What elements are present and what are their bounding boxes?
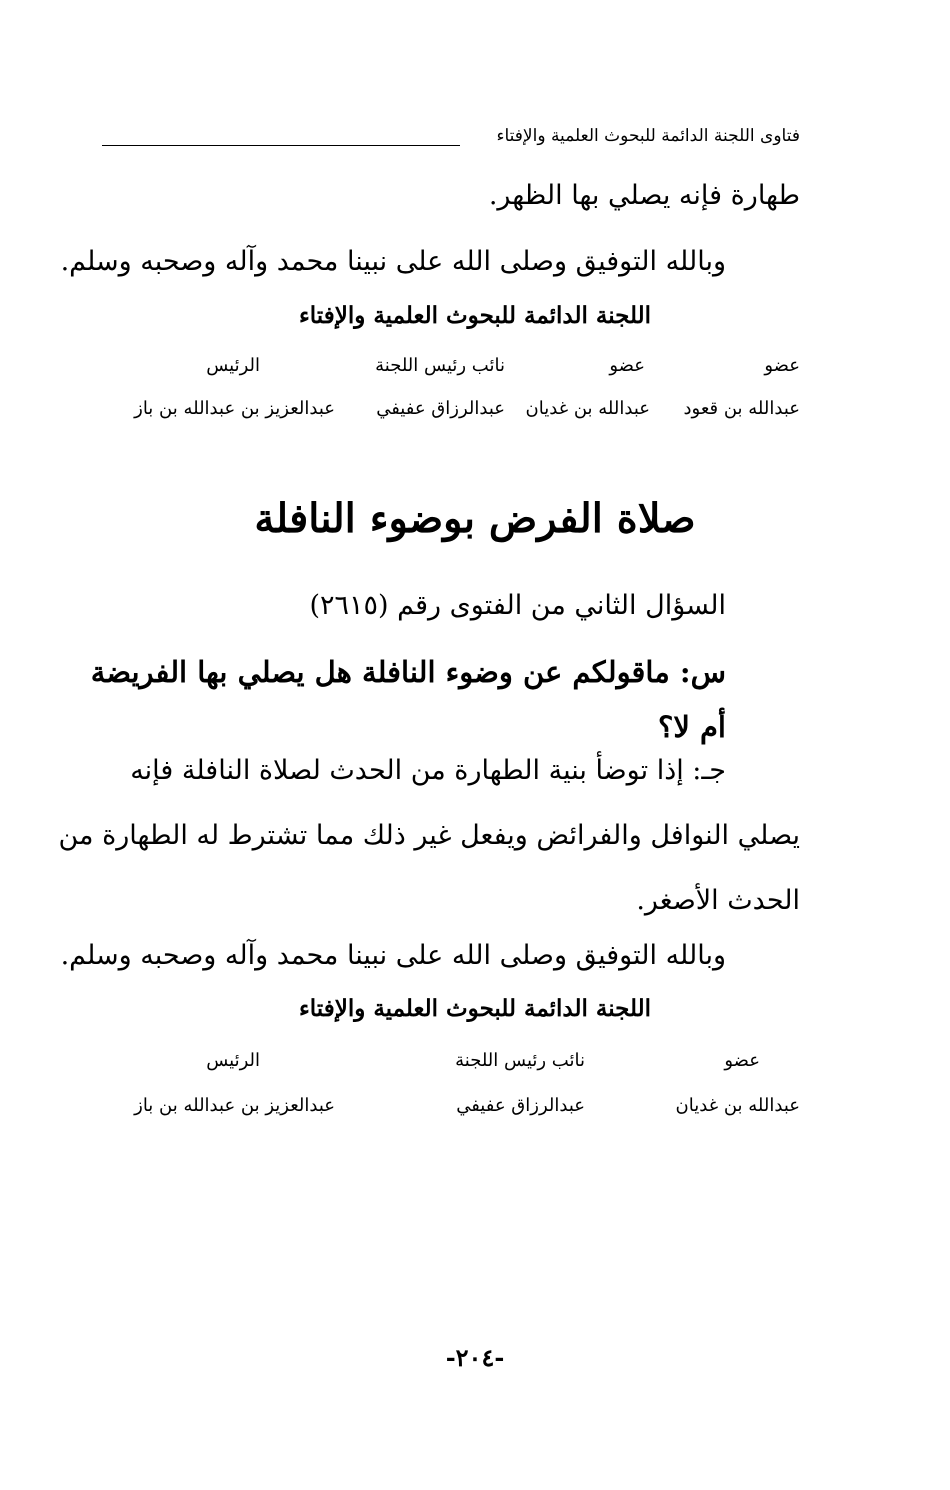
fatwa-reference: السؤال الثاني من الفتوى رقم (٢٦١٥) <box>309 590 726 621</box>
signatory-name: عبدالرزاق عفيفي <box>456 1095 585 1116</box>
signatory-role: عضو <box>609 355 645 376</box>
running-header: فتاوى اللجنة الدائمة للبحوث العلمية والإفتاء <box>496 126 800 146</box>
signatory-name: عبدالعزيز بن عبدالله بن باز <box>134 398 335 419</box>
signatory-name: عبدالرزاق عفيفي <box>376 398 505 419</box>
signatory-role: الرئيس <box>206 355 260 376</box>
signatory-role: عضو <box>724 1050 760 1071</box>
signatory-role: عضو <box>764 355 800 376</box>
signatory-name: عبدالله بن غديان <box>675 1095 800 1116</box>
committee-name: اللجنة الدائمة للبحوث العلمية والإفتاء <box>298 995 652 1022</box>
signatory-name: عبدالله بن قعود <box>683 398 800 419</box>
signatory-role: نائب رئيس اللجنة <box>375 355 505 376</box>
signatory-role: نائب رئيس اللجنة <box>455 1050 585 1071</box>
closing-formula: وبالله التوفيق وصلى الله على نبينا محمد وآله وصحبه وسلم. <box>60 246 726 277</box>
answer-text: يصلي النوافل والفرائض ويفعل غير ذلك مما تشترط له الطهارة من <box>58 820 800 851</box>
answer-text: الحدث الأصغر. <box>636 885 800 916</box>
answer-text: جـ: إذا توضأ بنية الطهارة من الحدث لصلاة النافلة فإنه <box>130 755 726 786</box>
signatory-role: الرئيس <box>206 1050 260 1071</box>
section-title: صلاة الفرض بوضوء النافلة <box>254 495 696 542</box>
signatory-name: عبدالله بن غديان <box>525 398 650 419</box>
question-text: س: ماقولكم عن وضوء النافلة هل يصلي بها الفريضة <box>90 655 726 689</box>
continuation-line: طهارة فإنه يصلي بها الظهر. <box>488 180 800 211</box>
committee-name: اللجنة الدائمة للبحوث العلمية والإفتاء <box>298 302 652 329</box>
question-text: أم لا؟ <box>657 710 726 744</box>
signatory-name: عبدالعزيز بن عبدالله بن باز <box>134 1095 335 1116</box>
header-rule <box>102 145 460 146</box>
closing-formula: وبالله التوفيق وصلى الله على نبينا محمد وآله وصحبه وسلم. <box>60 940 726 971</box>
page-number: -٢٠٤- <box>445 1343 505 1372</box>
